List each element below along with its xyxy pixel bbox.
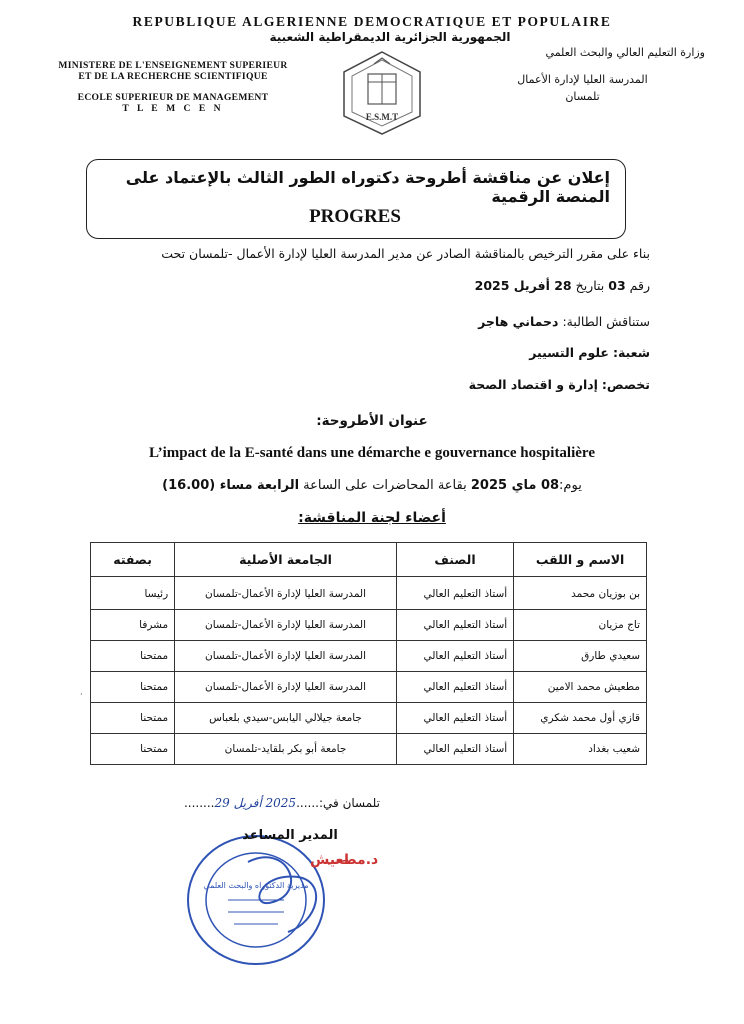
member-role: ممتحنا bbox=[91, 672, 175, 703]
branch-line bbox=[90, 345, 650, 360]
header-fr-school: ECOLE SUPERIEUR DE MANAGEMENT bbox=[77, 92, 269, 103]
header-fr-ministry-2: ET DE LA RECHERCHE SCIENTIFIQUE bbox=[78, 71, 268, 82]
handwritten-date: 2025 أفريل 29 bbox=[214, 796, 297, 810]
defense-date-line bbox=[0, 478, 744, 493]
member-name: تاج مزيان bbox=[514, 610, 647, 641]
announcement-platform: PROGRES bbox=[309, 206, 401, 227]
place-date-line: تلمسان في:......2025 أفريل 29........ bbox=[183, 796, 380, 810]
member-university: المدرسة العليا لإدارة الأعمال-تلمسان bbox=[175, 672, 397, 703]
header-fr-republic: REPUBLIQUE ALGERIENNE DEMOCRATIQUE ET POPULAIRE bbox=[132, 14, 612, 29]
member-role: ممتحنا bbox=[91, 641, 175, 672]
thesis-label: عنوان الأطروحة: bbox=[316, 413, 428, 429]
member-name: شعيب بغداد bbox=[514, 734, 647, 765]
ref-prefix: رقم bbox=[629, 278, 650, 293]
student-name: دحماني هاجر bbox=[478, 314, 559, 329]
table-row bbox=[91, 703, 647, 734]
table-row bbox=[91, 734, 647, 765]
ref-date: 28 أفريل 2025 bbox=[474, 278, 572, 293]
authorization-text: بناء على مقرر الترخيص بالمناقشة الصادر عن مدير المدرسة العليا لإدارة الأعمال -تلمسان تحت bbox=[161, 246, 650, 261]
branch-label: شعبة: bbox=[612, 345, 650, 360]
member-role: رئيسا bbox=[91, 577, 175, 610]
member-rank: أستاذ التعليم العالي bbox=[396, 641, 513, 672]
member-rank: أستاذ التعليم العالي bbox=[396, 610, 513, 641]
specialty-label: تخصص: bbox=[601, 377, 650, 392]
place-label: تلمسان في: bbox=[318, 796, 380, 810]
announcement-title: إعلان عن مناقشة أطروحة دكتوراه الطور الثالث بالإعتماد على المنصة الرقمية bbox=[125, 168, 610, 206]
member-university: المدرسة العليا لإدارة الأعمال-تلمسان bbox=[175, 610, 397, 641]
ref-date-prefix: بتاريخ bbox=[575, 278, 605, 293]
member-name: بن بوزيان محمد bbox=[514, 577, 647, 610]
member-role: ممتحنا bbox=[91, 703, 175, 734]
member-university: المدرسة العليا لإدارة الأعمال-تلمسان bbox=[175, 641, 397, 672]
student-label: ستناقش الطالبة: bbox=[562, 314, 650, 329]
signatory-title: المدير المساعد bbox=[242, 828, 338, 843]
member-name: قازي أول محمد شكري bbox=[514, 703, 647, 734]
header-fr-block bbox=[28, 60, 318, 114]
member-rank: أستاذ التعليم العالي bbox=[396, 577, 513, 610]
specialty-line bbox=[90, 377, 650, 392]
member-university: المدرسة العليا لإدارة الأعمال-تلمسان bbox=[175, 577, 397, 610]
thesis-title: L’impact de la E-santé dans une démarche e gouvernance hospitalière bbox=[149, 445, 595, 461]
date-day: 08 ماي 2025 bbox=[470, 478, 560, 493]
jury-label: أعضاء لجنة المناقشة: bbox=[298, 510, 446, 526]
member-rank: أستاذ التعليم العالي bbox=[396, 703, 513, 734]
member-university: جامعة جيلالي اليابس-سيدي بلعباس bbox=[175, 703, 397, 734]
date-day-prefix: يوم: bbox=[559, 478, 582, 493]
col-university-header: الجامعة الأصلية bbox=[175, 543, 397, 577]
member-role: مشرفا bbox=[91, 610, 175, 641]
student-line bbox=[90, 314, 650, 329]
ref-number: 03 bbox=[608, 278, 626, 293]
header-ar-school: المدرسة العليا لإدارة الأعمال bbox=[517, 73, 648, 86]
col-role-header: بصفته bbox=[91, 543, 175, 577]
header-ar-ministry: وزارة التعليم العالي والبحث العلمي bbox=[545, 46, 705, 59]
col-name-header: الاسم و اللقب bbox=[514, 543, 647, 577]
header-ar-block bbox=[460, 44, 705, 105]
branch-value: علوم التسيير bbox=[529, 345, 609, 360]
specialty-value: إدارة و اقتصاد الصحة bbox=[468, 377, 598, 392]
table-row bbox=[91, 672, 647, 703]
col-rank-header: الصنف bbox=[396, 543, 513, 577]
table-row bbox=[91, 610, 647, 641]
school-logo bbox=[334, 50, 430, 136]
jury-header-row bbox=[91, 543, 647, 577]
member-rank: أستاذ التعليم العالي bbox=[396, 672, 513, 703]
signature-name: د.مطعيش bbox=[310, 852, 379, 868]
jury-table bbox=[90, 542, 647, 765]
member-role: ممتحنا bbox=[91, 734, 175, 765]
date-time: الرابعة مساء (16.00) bbox=[162, 478, 300, 493]
table-row bbox=[91, 641, 647, 672]
table-row bbox=[91, 577, 647, 610]
official-stamp bbox=[178, 822, 378, 972]
decision-reference bbox=[90, 278, 650, 293]
date-place: بقاعة المحاضرات على الساعة bbox=[303, 478, 467, 493]
school-logo-text: E.S.M.T bbox=[365, 112, 399, 122]
header-ar-republic: الجمهورية الجزائرية الديمقراطية الشعبية bbox=[269, 30, 511, 44]
member-name: سعيدي طارق bbox=[514, 641, 647, 672]
header-ar-city: تلمسان bbox=[565, 90, 600, 103]
member-name: مطعيش محمد الامين bbox=[514, 672, 647, 703]
header-fr-city: T L E M C E N bbox=[122, 103, 224, 114]
stamp-center-text: مديرية الدكتوراه والبحث العلمي bbox=[203, 881, 309, 890]
header-fr-ministry-1: MINISTERE DE L'ENSEIGNEMENT SUPERIEUR bbox=[58, 60, 288, 71]
member-university: جامعة أبو بكر بلقايد-تلمسان bbox=[175, 734, 397, 765]
member-rank: أستاذ التعليم العالي bbox=[396, 734, 513, 765]
